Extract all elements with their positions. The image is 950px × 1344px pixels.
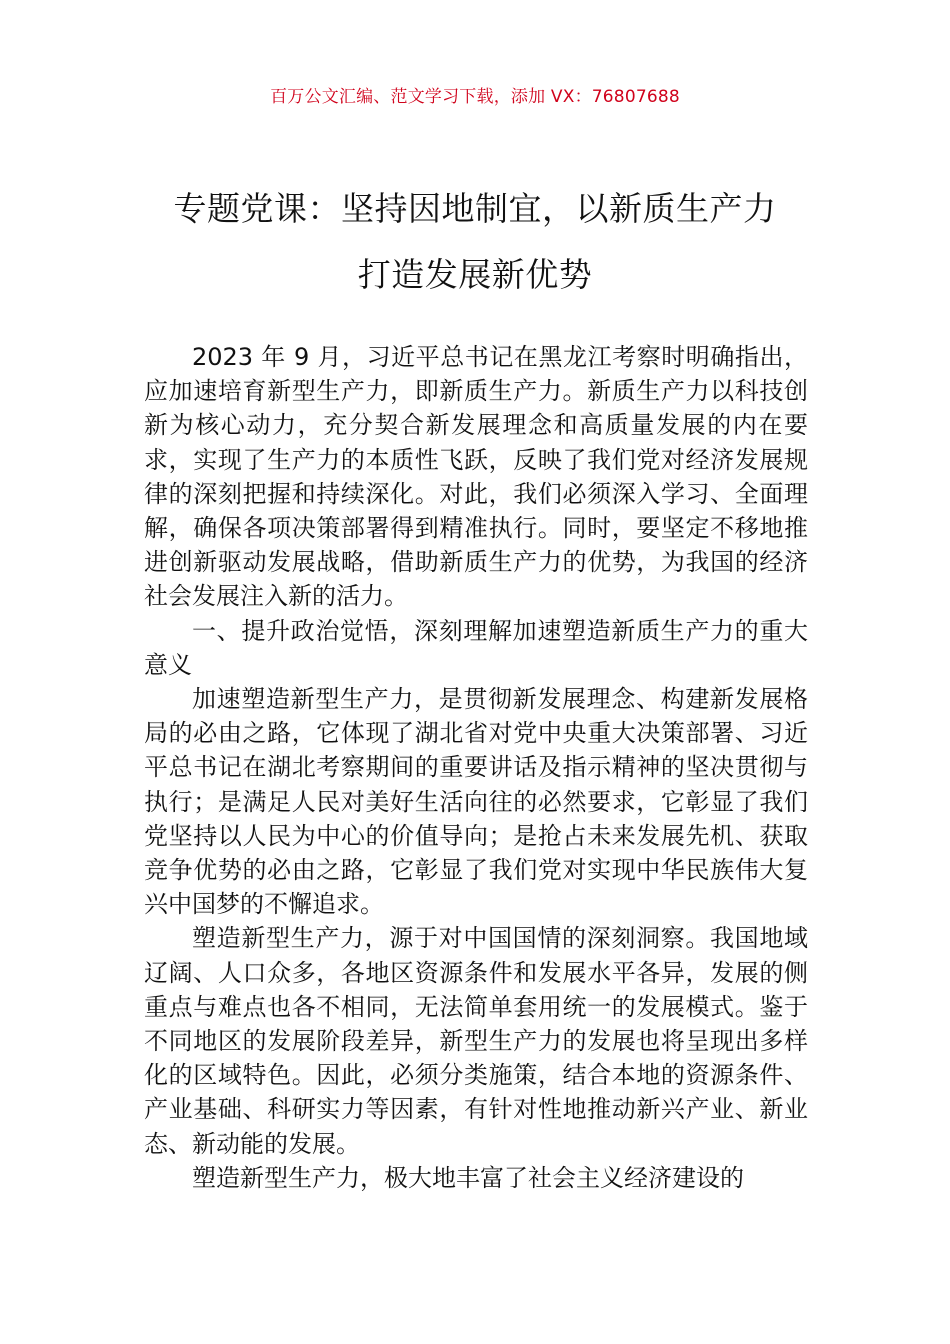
paragraph-enrichment: 塑造新型生产力，极大地丰富了社会主义经济建设的 [192,1163,744,1192]
document-body [144,340,808,1195]
paragraph-significance: 加速塑造新型生产力，是贯彻新发展理念、构建新发展格局的必由之路，它体现了湖北省对党中央重大决策部署、习近平总书记在湖北考察期间的重要讲话及指示精神的坚决贯彻与执行；是满足人民对美好生活向往的必然要求，它彰显了我们党坚持以人民为中心的价值导向；是抢占未来发展先机、获取竞争优势的必由之路，它彰显了我们党对实现中华民族伟大复兴中国梦的不懈追求。 [144,685,808,919]
document-title [100,176,850,308]
section-heading-1: 一、提升政治觉悟，深刻理解加速塑造新质生产力的重大意义 [144,616,808,679]
title-line-1: 专题党课：坚持因地制宜，以新质生产力 [173,189,777,228]
paragraph-intro: 2023 年 9 月，习近平总书记在黑龙江考察时明确指出，应加速培育新型生产力，即新质生产力。新质生产力以科技创新为核心动力，充分契合新发展理念和高质量发展的内在要求，实现了生产力的本质性飞跃，反映了我们党对经济发展规律的深刻把握和持续深化。对此，我们必须深入学习、全面理解，确保各项决策部署得到精准执行。同时，要坚定不移地推进创新驱动发展战略，借助新质生产力的优势，为我国的经济社会发展注入新的活力。 [144,343,808,611]
title-line-2: 打造发展新优势 [357,255,593,294]
header-promo-note: 百万公文汇编、范文学习下载，添加 VX：76807688 [270,87,680,107]
paragraph-national-conditions: 塑造新型生产力，源于对中国国情的深刻洞察。我国地域辽阔、人口众多，各地区资源条件和发展水平各异，发展的侧重点与难点也各不相同，无法简单套用统一的发展模式。鉴于不同地区的发展阶段差异，新型生产力的发展也将呈现出多样化的区域特色。因此，必须分类施策，结合本地的资源条件、产业基础、科研实力等因素，有针对性地推动新兴产业、新业态、新动能的发展。 [144,924,808,1158]
